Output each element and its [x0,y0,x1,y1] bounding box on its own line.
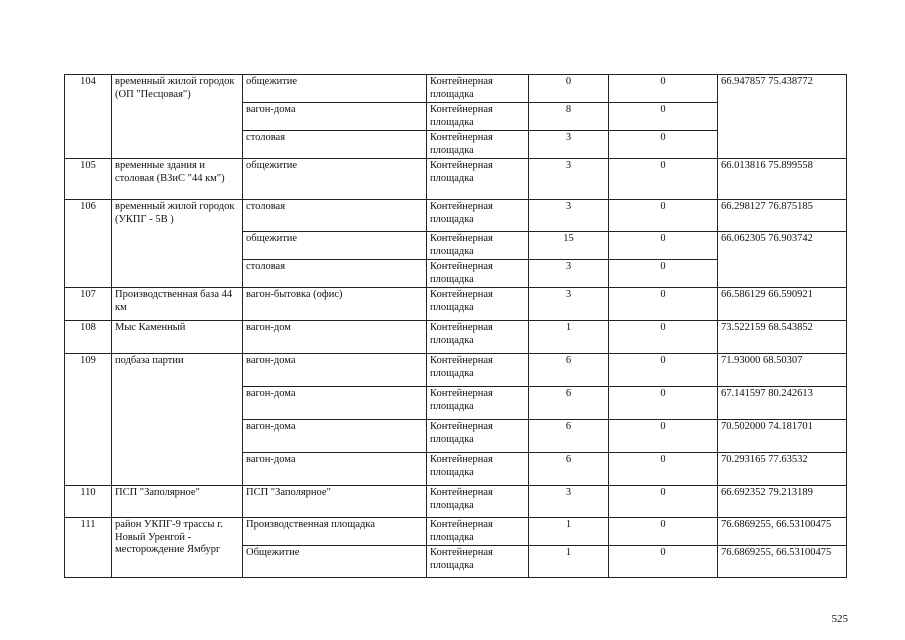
table-row [65,354,847,387]
building-type: Общежитие [243,546,427,578]
site-type: Контейнерная площадка [427,387,529,420]
object-name: подбаза партии [112,354,243,486]
data-table [64,74,847,578]
building-type: вагон-дома [243,420,427,453]
value-1: 3 [529,260,609,288]
object-name: временные здания и столовая (ВЗиС "44 км") [112,159,243,200]
building-type: общежитие [243,159,427,200]
building-type: вагон-дома [243,387,427,420]
value-1: 8 [529,103,609,131]
value-1: 3 [529,486,609,518]
row-number: 107 [65,288,112,321]
row-number: 110 [65,486,112,518]
site-type: Контейнерная площадка [427,75,529,103]
value-2: 0 [609,354,718,387]
value-1: 3 [529,288,609,321]
table-row [65,75,847,103]
site-type: Контейнерная площадка [427,131,529,159]
value-2: 0 [609,260,718,288]
row-number: 108 [65,321,112,354]
value-1: 15 [529,232,609,260]
coordinates: 66.298127 76.875185 [718,200,847,232]
building-type: вагон-дома [243,103,427,131]
building-type: Производственная площадка [243,518,427,546]
value-1: 1 [529,321,609,354]
site-type: Контейнерная площадка [427,546,529,578]
value-1: 3 [529,159,609,200]
site-type: Контейнерная площадка [427,200,529,232]
site-type: Контейнерная площадка [427,486,529,518]
coordinates: 66.013816 75.899558 [718,159,847,200]
object-name: район УКПГ-9 трассы г. Новый Уренгой - месторождение Ямбург [112,518,243,578]
object-name: ПСП "Заполярное" [112,486,243,518]
value-1: 6 [529,387,609,420]
value-2: 0 [609,103,718,131]
value-2: 0 [609,159,718,200]
value-2: 0 [609,420,718,453]
value-1: 6 [529,354,609,387]
object-name: Мыс Каменный [112,321,243,354]
page-number: 525 [831,613,848,625]
value-2: 0 [609,75,718,103]
row-number: 104 [65,75,112,159]
coordinates: 67.141597 80.242613 [718,387,847,420]
value-2: 0 [609,200,718,232]
site-type: Контейнерная площадка [427,453,529,486]
coordinates: 76.6869255, 66.53100475 [718,546,847,578]
value-1: 6 [529,420,609,453]
table-row [65,321,847,354]
value-1: 3 [529,131,609,159]
site-type: Контейнерная площадка [427,260,529,288]
building-type: вагон-дома [243,354,427,387]
row-number: 109 [65,354,112,486]
site-type: Контейнерная площадка [427,321,529,354]
table-row [65,518,847,546]
table-row [65,288,847,321]
object-name: временный жилой городок (УКПГ - 5В ) [112,200,243,288]
site-type: Контейнерная площадка [427,159,529,200]
site-type: Контейнерная площадка [427,518,529,546]
value-2: 0 [609,518,718,546]
coordinates: 66.947857 75.438772 [718,75,847,159]
building-type: ПСП "Заполярное" [243,486,427,518]
table-row [65,200,847,232]
value-1: 6 [529,453,609,486]
coordinates: 66.586129 66.590921 [718,288,847,321]
value-1: 1 [529,518,609,546]
value-2: 0 [609,453,718,486]
site-type: Контейнерная площадка [427,354,529,387]
site-type: Контейнерная площадка [427,420,529,453]
site-type: Контейнерная площадка [427,288,529,321]
row-number: 105 [65,159,112,200]
coordinates: 70.293165 77.63532 [718,453,847,486]
row-number: 111 [65,518,112,578]
value-2: 0 [609,288,718,321]
building-type: общежитие [243,75,427,103]
site-type: Контейнерная площадка [427,103,529,131]
value-2: 0 [609,387,718,420]
value-1: 3 [529,200,609,232]
coordinates: 70.502000 74.181701 [718,420,847,453]
building-type: столовая [243,260,427,288]
building-type: вагон-дома [243,453,427,486]
table-row [65,159,847,200]
table-row [65,486,847,518]
coordinates: 66.062305 76.903742 [718,232,847,288]
object-name: Производственная база 44 км [112,288,243,321]
value-2: 0 [609,232,718,260]
coordinates: 73.522159 68.543852 [718,321,847,354]
value-2: 0 [609,131,718,159]
value-2: 0 [609,321,718,354]
building-type: столовая [243,131,427,159]
coordinates: 76.6869255, 66.53100475 [718,518,847,546]
row-number: 106 [65,200,112,288]
object-name: временный жилой городок (ОП "Песцовая") [112,75,243,159]
value-1: 1 [529,546,609,578]
value-2: 0 [609,486,718,518]
building-type: столовая [243,200,427,232]
value-2: 0 [609,546,718,578]
value-1: 0 [529,75,609,103]
coordinates: 71.93000 68.50307 [718,354,847,387]
coordinates: 66.692352 79.213189 [718,486,847,518]
site-type: Контейнерная площадка [427,232,529,260]
building-type: вагон-дом [243,321,427,354]
building-type: вагон-бытовка (офис) [243,288,427,321]
building-type: общежитие [243,232,427,260]
